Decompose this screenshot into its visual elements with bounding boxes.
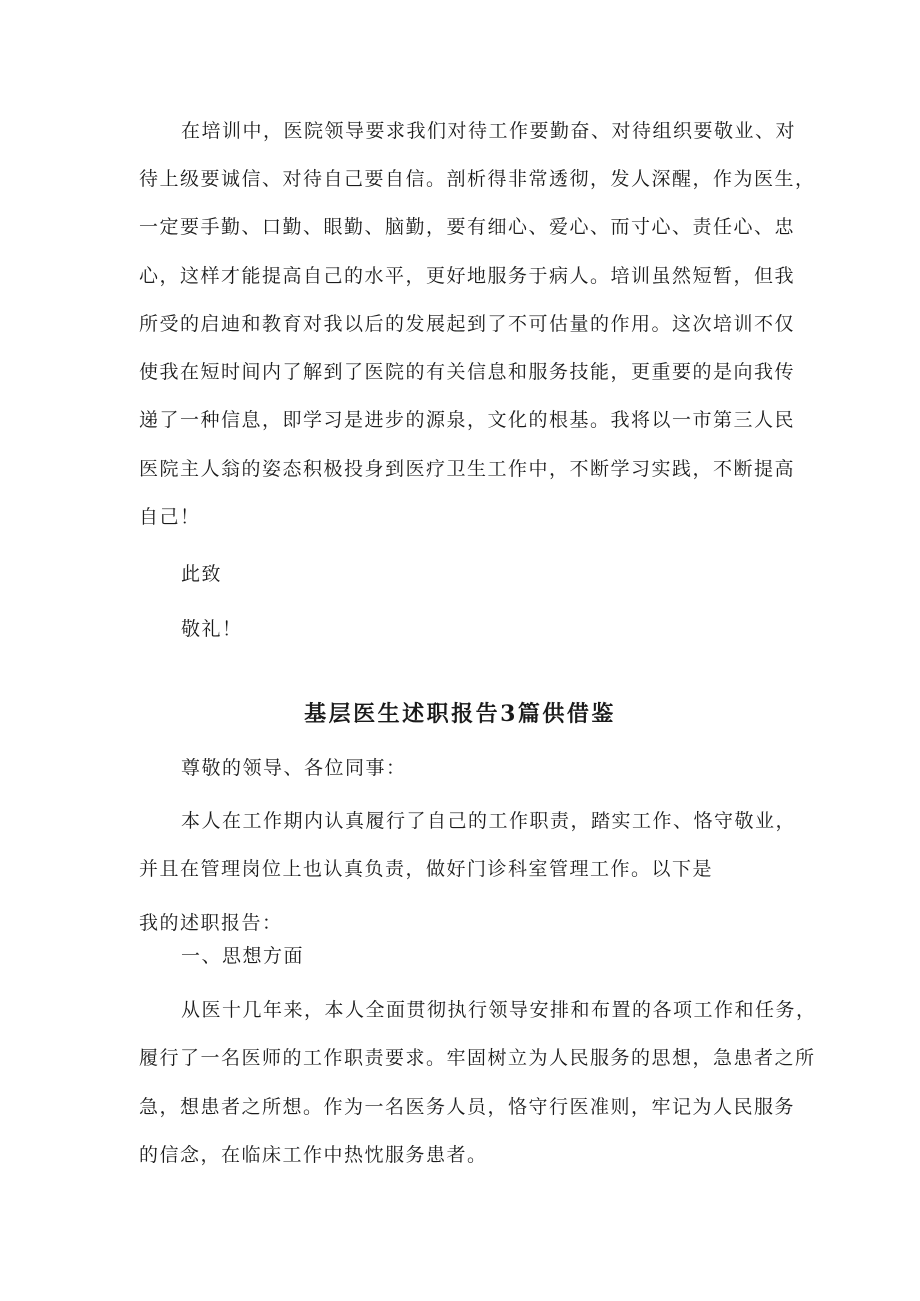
text-line: 本人在工作期内认真履行了自己的工作职责，踏实工作、恪守敬业， — [181, 810, 797, 832]
text-line: 自己！ — [139, 506, 201, 528]
text-line: 从医十几年来，本人全面贯彻执行领导安排和布置的各项工作和任务， — [181, 999, 817, 1021]
salutation: 尊敬的领导、各位同事： — [181, 757, 407, 779]
text-line: 急，想患者之所想。作为一名医务人员，恪守行医准则，牢记为人民服务 — [139, 1096, 796, 1118]
closing-jing-li: 敬礼！ — [181, 618, 243, 640]
text-line: 待上级要诚信、对待自己要自信。剖析得非常透彻，发人深醒，作为医生， — [139, 168, 816, 190]
section-heading: 一、思想方面 — [181, 945, 305, 967]
text-line: 并且在管理岗位上也认真负责，做好门诊科室管理工作。以下是 — [139, 858, 714, 880]
text-line: 的信念，在临床工作中热忱服务患者。 — [139, 1144, 488, 1166]
text-line: 所受的启迪和教育对我以后的发展起到了不可估量的作用。这次培训不仅 — [139, 313, 796, 335]
text-line: 使我在短时间内了解到了医院的有关信息和服务技能，更重要的是向我传 — [139, 361, 796, 383]
document-title: 基层医生述职报告3篇供借鉴 — [304, 701, 616, 727]
text-line: 一定要手勤、口勤、眼勤、脑勤，要有细心、爱心、而寸心、责任心、忠 — [139, 216, 796, 238]
text-line: 递了一种信息，即学习是进步的源泉，文化的根基。我将以一市第三人民 — [139, 409, 796, 431]
text-line: 心，这样才能提高自己的水平，更好地服务于病人。培训虽然短暂，但我 — [139, 265, 796, 287]
text-line: 我的述职报告： — [139, 912, 283, 934]
text-line: 在培训中，医院领导要求我们对待工作要勤奋、对待组织要敬业、对 — [181, 120, 797, 142]
text-line: 履行了一名医师的工作职责要求。牢固树立为人民服务的思想，急患者之所 — [139, 1047, 816, 1069]
closing-ci-zhi: 此致 — [181, 563, 223, 585]
text-line: 医院主人翁的姿态积极投身到医疗卫生工作中，不断学习实践，不断提高 — [139, 458, 796, 480]
